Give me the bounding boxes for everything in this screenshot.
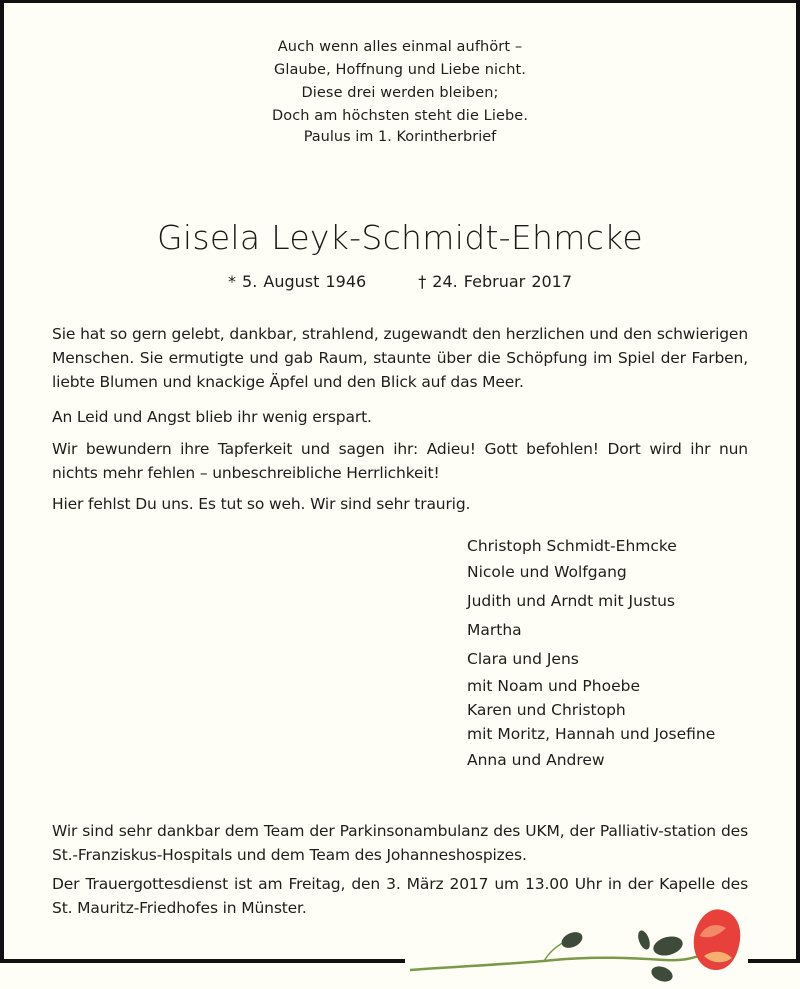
rose-leaf [651, 933, 685, 958]
mourner: Anna und Andrew [467, 751, 605, 769]
rose-icon [404, 898, 744, 986]
rose-leaf [649, 964, 674, 985]
service-paragraph: Der Trauergottesdienst ist am Freitag, den 3. März 2017 um 13.00 Uhr in der Kapelle des St. Mauritz-Friedhofes in Münster. [52, 875, 748, 917]
mourner: mit Moritz, Hannah und Josefine [467, 725, 716, 743]
life-dates [0, 272, 800, 291]
tribute-paragraph: Wir bewundern ihre Tapferkeit und sagen ihr: Adieu! Gott befohlen! Dort wird ihr nun nichts mehr fehlen – unbeschreibliche Herrlichkeit! [52, 440, 748, 482]
thanks-paragraph: Wir sind sehr dankbar dem Team der Parkinsonambulanz des UKM, der Palliativ-station des St.-Franziskus-Hospitals und dem Team des Johanneshospizes. [52, 822, 748, 864]
rose-leaf [636, 929, 652, 951]
tribute-paragraph: Sie hat so gern gelebt, dankbar, strahlend, zugewandt den herzlichen und den schwierigen Menschen. Sie ermutigte und gab Raum, staunte über die Schöpfung im Spiel der Farben, liebte Blumen und knackige Äpfel und den Blick auf das Meer. [52, 325, 748, 391]
verse-line: Doch am höchsten steht die Liebe. [271, 108, 529, 124]
mourner: Clara und Jens [467, 650, 579, 668]
tribute-paragraph: An Leid und Angst blieb ihr wenig erspart. [52, 408, 372, 426]
border-top [0, 0, 800, 3]
deceased-name: Gisela Leyk-Schmidt-Ehmcke [157, 218, 643, 257]
mourner: Karen und Christoph [467, 701, 626, 719]
mourner: Christoph Schmidt-Ehmcke [467, 537, 677, 555]
rose-leaf [559, 929, 585, 951]
bible-verse [0, 36, 800, 128]
mourner: Martha [467, 621, 522, 639]
mourner: Judith und Arndt mit Justus [467, 592, 676, 610]
birth-date: * 5. August 1946 [227, 272, 367, 291]
death-date: † 24. Februar 2017 [418, 272, 573, 291]
mourners-list [467, 534, 715, 775]
mourner: mit Noam und Phoebe [467, 677, 640, 695]
mourner: Nicole und Wolfgang [467, 563, 627, 581]
verse-line: Diese drei werden bleiben; [301, 85, 499, 101]
verse-source: Paulus im 1. Korintherbrief [303, 129, 497, 145]
verse-line: Glaube, Hoffnung und Liebe nicht. [274, 62, 526, 78]
verse-line: Auch wenn alles einmal aufhört – [277, 39, 523, 55]
tribute-paragraph: Hier fehlst Du uns. Es tut so weh. Wir sind sehr traurig. [52, 495, 471, 513]
border-bottom-right [748, 959, 800, 963]
border-bottom-left [0, 959, 405, 963]
